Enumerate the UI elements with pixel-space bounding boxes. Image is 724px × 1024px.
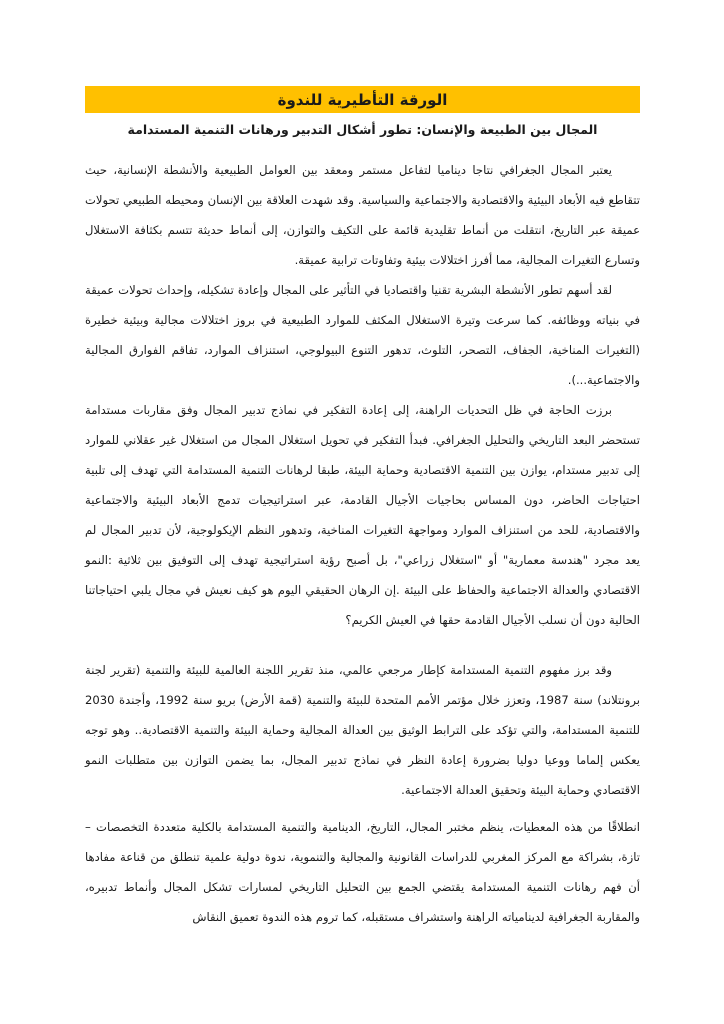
paragraph-1: يعتبر المجال الجغرافي نتاجا ديناميا لتفاعل مستمر ومعقد بين العوامل الطبيعية والأنشطة الإنسانية، حيث تتقاطع فيه الأبعاد البيئية والاقتصادية والاجتماعية والسياسية. وقد شهدت العلاقة بين الإنسان ومحيطه الطبيعي تحولات عميقة عبر التاريخ، انتقلت من أنماط تقليدية قائمة على التكيف والتوازن، إلى أنماط حديثة تتسم بكثافة الاستغلال وتسارع التغيرات المجالية، مما أفرز اختلالات بيئية وتفاوتات ترابية عميقة. bbox=[85, 163, 640, 267]
paragraph-4: وقد برز مفهوم التنمية المستدامة كإطار مرجعي عالمي، منذ تقرير اللجنة العالمية للبيئة والتنمية (تقرير لجنة برونتلاند) سنة 1987، وتعزز خلال مؤتمر الأمم المتحدة للبيئة والتنمية (قمة الأرض) بريو سنة 1992، وأجندة 2030 للتنمية المستدامة، والتي تؤكد على الترابط الوثيق بين العدالة المجالية وحماية البيئة والتنمية الاقتصادية.. وهو توجه يعكس إلماما ووعيا دوليا بضرورة إعادة النظر في نماذج تدبير المجال، بما يضمن التوازن بين متطلبات النمو الاقتصادي وحماية البيئة وتحقيق العدالة الاجتماعية. bbox=[85, 663, 640, 797]
document-subtitle: المجال بين الطبيعة والإنسان: تطور أشكال التدبير ورهانات التنمية المستدامة bbox=[127, 122, 598, 137]
paragraph-5: انطلاقًا من هذه المعطيات، ينظم مختبر المجال، التاريخ، الدينامية والتنمية المستدامة بالكلية متعددة التخصصات – تازة، بشراكة مع المركز المغربي للدراسات القانونية والمجالية والتنموية، ندوة دولية علمية تنطلق من قناعة مفادها أن فهم رهانات التنمية المستدامة يقتضي الجمع بين التحليل التاريخي لمسارات تشكل المجال وأنماط تدبيره، والمقاربة الجغرافية لدينامياته الراهنة واستشراف مستقبله، كما تروم هذه الندوة تعميق النقاش bbox=[85, 820, 640, 924]
title-banner bbox=[85, 86, 640, 113]
paragraph-3: برزت الحاجة في ظل التحديات الراهنة، إلى إعادة التفكير في نماذج تدبير المجال وفق مقاربات مستدامة تستحضر البعد التاريخي والتحليل الجغرافي. فبدأ التفكير في تحويل استغلال المجال من استغلال غير عقلاني للموارد إلى تدبير مستدام، يوازن بين التنمية الاقتصادية وحماية البيئة، طبقا لرهانات التنمية المستدامة التي تهدف إلى تلبية احتياجات الحاضر، دون المساس بحاجيات الأجيال القادمة، عبر استراتيجيات تدمج الأبعاد البيئية والاجتماعية والاقتصادية، للحد من استنزاف الموارد ومواجهة التغيرات المناخية، وتدهور النظم الإيكولوجية، لأن تدبير المجال لم يعد مجرد "هندسة معمارية" أو "استغلال زراعي"، بل أصبح رؤية استراتيجية تهدف إلى التوفيق بين ثلاثية :النمو الاقتصادي والعدالة الاجتماعية والحفاظ على البيئة .إن الرهان الحقيقي اليوم هو كيف نعيش في مجال يلبي احتياجاتنا الحالية دون أن نسلب الأجيال القادمة حقها في العيش الكريم؟ bbox=[85, 403, 640, 627]
document-title: الورقة التأطيرية للندوة bbox=[277, 90, 448, 109]
paragraph-2: لقد أسهم تطور الأنشطة البشرية تقنيا واقتصاديا في التأثير على المجال وإعادة تشكيله، وإحداث تحولات عميقة في بنياته ووظائفه. كما سرعت وتيرة الاستغلال المكثف للموارد الطبيعية في بروز اختلالات مجالية وبيئية خطيرة (التغيرات المناخية، الجفاف، التصحر، التلوث، تدهور التنوع البيولوجي، استنزاف الموارد، تفاقم الفوارق المجالية والاجتماعية...). bbox=[85, 283, 640, 387]
